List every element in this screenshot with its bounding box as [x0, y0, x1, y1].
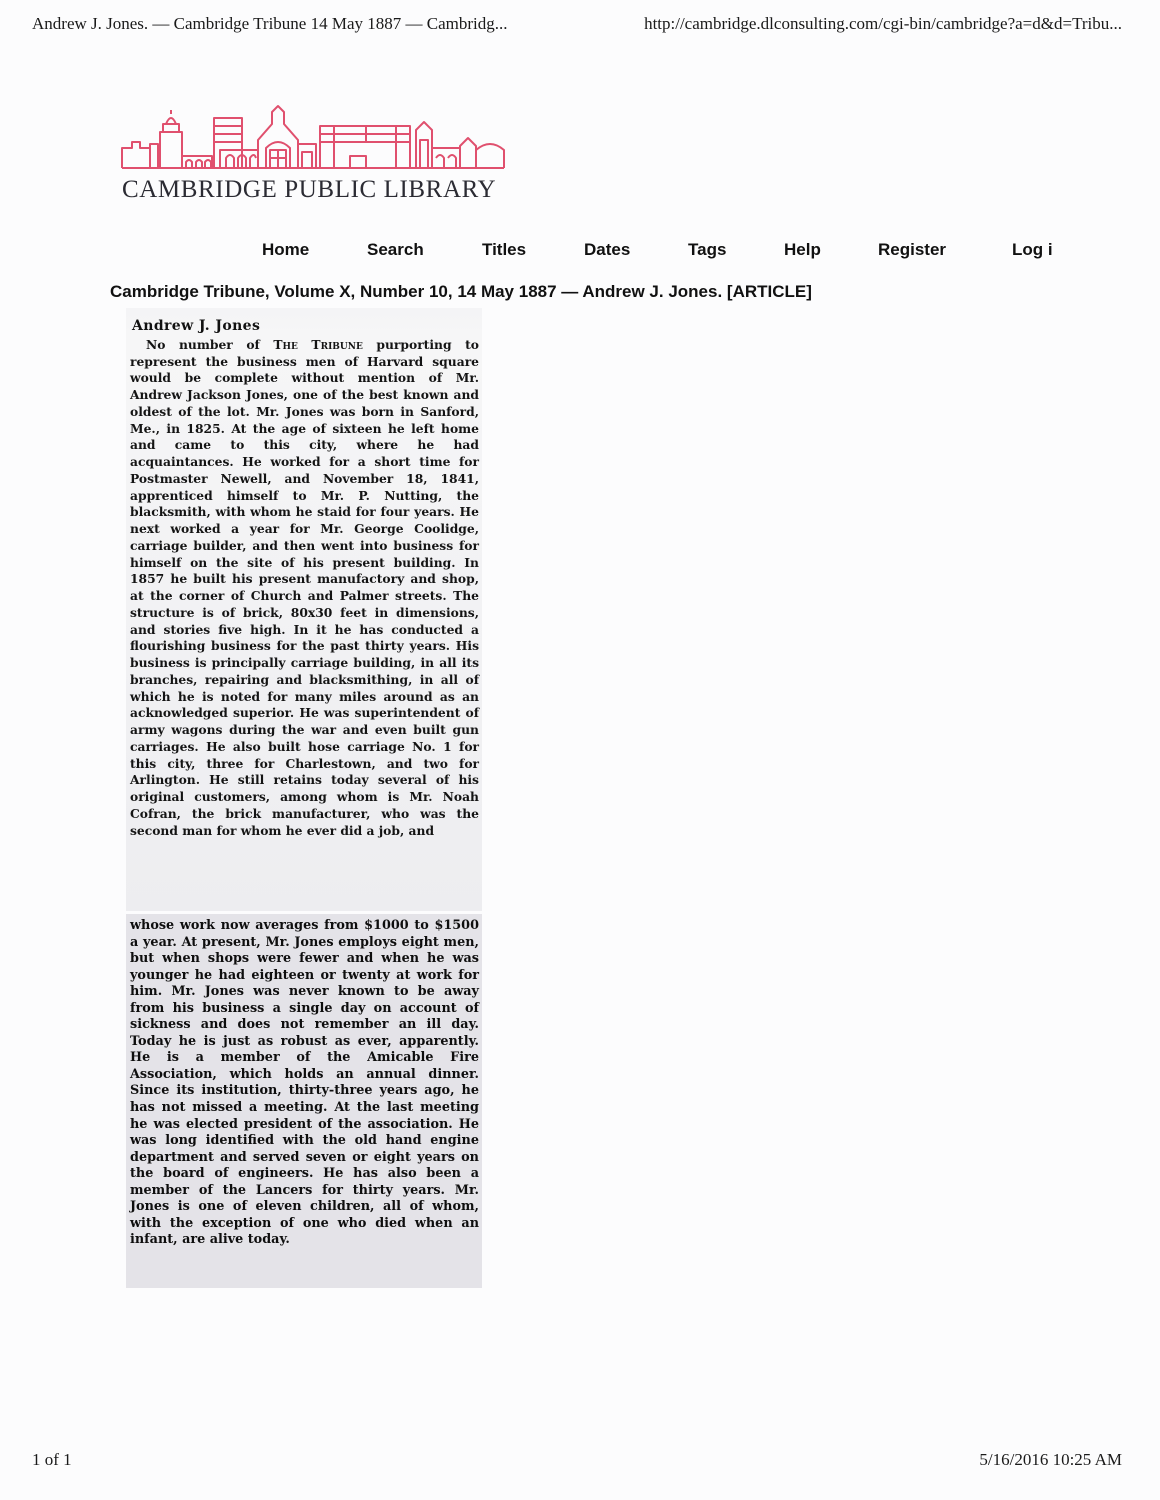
article-headline: Andrew J. Jones [132, 318, 261, 334]
print-footer [0, 1450, 1160, 1480]
nav-dates[interactable]: Dates [584, 240, 631, 259]
print-timestamp: 5/16/2016 10:25 AM [979, 1450, 1122, 1469]
print-header-title: Andrew J. Jones. — Cambridge Tribune 14 May 1887 — Cambridg... [32, 14, 508, 33]
article-body-part1: purporting to represent the business men of Harvard square would be complete without mention of Mr. Andrew Jackson Jones, one of the best known and oldest of the lot. Mr. Jones was born in Sanford, Me., in 1825. At the age of sixteen he left home and came to this city, where he had acquaintances. He worked for a short time for Postmaster Newell, and November 18, 1841, apprenticed himself to Mr. P. Nutting, the blacksmith, with whom he staid for four years. He next worked a year for Mr. George Coolidge, carriage builder, and then went into business for himself on the site of his present building. In 1857 he built his present manufactory and shop, at the corner of Church and Palmer streets. The structure is of brick, 80x30 feet in dimensions, and stories five high. In it he has conducted a flourishing business for the past thirty years. His business is principally carriage building, in all its branches, repairing and blacksmithing, in all of which he is noted for many miles around as an acknowledged superior. He was superintendent of army wagons during the war and even built gun carriages. He also built hose carriage No. 1 for this city, three for Charlestown, and two for Arlington. He still retains today several of his original customers, among whom is Mr. Noah Cofran, the brick manufacturer, who was the second man for whom he ever did a job, and [130, 336, 479, 838]
page-title: Cambridge Tribune, Volume X, Number 10, 14 May 1887 — Andrew J. Jones. [ARTICLE] [110, 282, 812, 301]
main-nav [230, 240, 1090, 266]
nav-search[interactable]: Search [367, 240, 424, 259]
nav-home[interactable]: Home [262, 240, 310, 259]
print-header-url: http://cambridge.dlconsulting.com/cgi-bin/cambridge?a=d&d=Tribu... [644, 14, 1122, 33]
nav-help[interactable]: Help [784, 240, 821, 259]
page-count: 1 of 1 [32, 1450, 72, 1469]
article-text-part1 [130, 337, 479, 840]
nav-titles[interactable]: Titles [482, 240, 527, 259]
library-skyline-icon [120, 104, 510, 174]
article-clipping-part2 [126, 914, 482, 1288]
newspaper-name: The Tribune [273, 336, 363, 352]
nav-login[interactable]: Log i [1012, 240, 1053, 259]
article-clipping-part1 [126, 308, 482, 911]
nav-register[interactable]: Register [878, 240, 947, 259]
nav-tags[interactable]: Tags [688, 240, 727, 259]
library-name: CAMBRIDGE PUBLIC LIBRARY [122, 176, 497, 203]
print-header [0, 14, 1160, 48]
article-lead: No number of [146, 336, 274, 352]
article-text-part2: whose work now averages from $1000 to $1500 a year. At present, Mr. Jones employs eight men, but when shops were fewer and when he was younger he had eighteen or twenty at work for him. Mr. Jones was never known to be away from his business a single day on account of sickness and does not remember an ill day. Today he is just as robust as ever, apparently. He is a member of the Amicable Fire Association, which holds an annual dinner. Since its institution, thirty-three years ago, he has not missed a meeting. At the last meeting he was elected president of the association. He was long identified with the old hand engine department and served seven or eight years on the board of engineers. He has also been a member of the Lancers for thirty years. Mr. Jones is one of eleven children, all of whom, with the exception of one who died when an infant, are alive today. [130, 918, 479, 1248]
library-logo[interactable] [120, 104, 510, 209]
